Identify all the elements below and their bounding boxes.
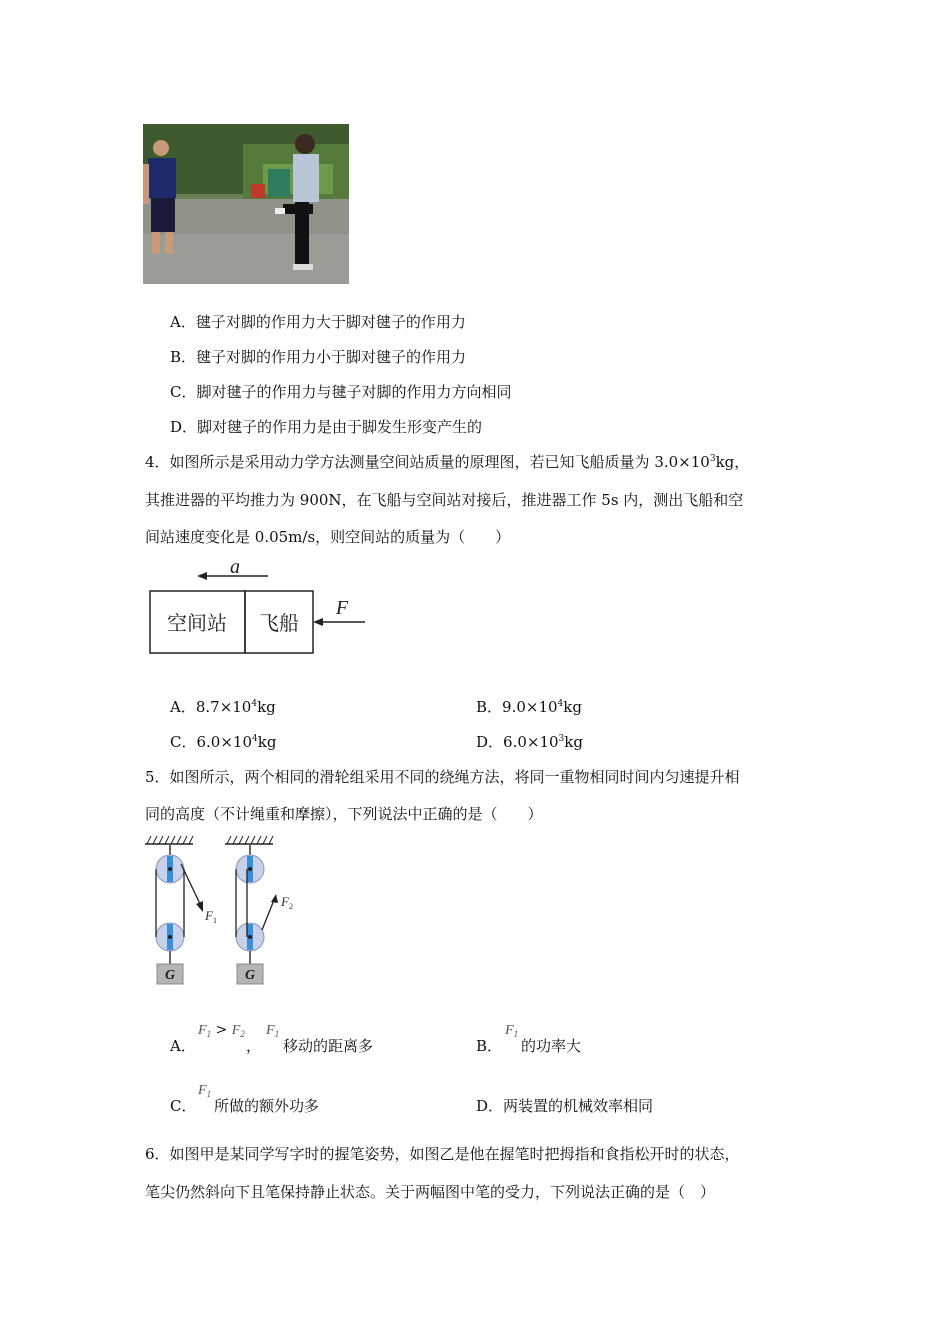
f1-label: $F_1$ xyxy=(205,908,217,925)
q5-option-b: B． xyxy=(476,1037,503,1055)
q5-option-a-formula: $F_1 > F_2$ xyxy=(198,1022,245,1039)
acceleration-label: a xyxy=(230,556,240,578)
force-arrowhead xyxy=(313,618,323,626)
rope-f2 xyxy=(262,900,274,930)
q5-option-a-comma: ， xyxy=(246,1037,262,1055)
q4-stem-line2: 其推进器的平均推力为 900N，在飞船与空间站对接后，推进器工作 5s 内，测出飞船和空 xyxy=(145,491,744,509)
acceleration-arrowhead xyxy=(197,572,207,580)
shuttlecock-photo xyxy=(143,124,349,284)
q4-option-c: C．$6.0\times 10^4kg$ xyxy=(170,733,277,751)
q5-stem-line1: 5．如图所示，两个相同的滑轮组采用不同的绕绳方法，将同一重物相同时间内匀速提升相 xyxy=(145,768,740,786)
q6-stem-line1: 6．如图甲是某同学写字时的握笔姿势，如图乙是他在握笔时把拇指和食指松开时的状态， xyxy=(145,1145,740,1163)
q4-stem-line3: 间站速度变化是 0.05m/s，则空间站的质量为（ ） xyxy=(145,528,511,546)
q5-option-b-f1: $F_1$ xyxy=(505,1023,519,1039)
f1-arrowhead xyxy=(196,901,203,912)
q3-option-d: D．脚对毽子的作用力是由于脚发生形变产生的 xyxy=(170,418,483,436)
q3-option-b: B．毽子对脚的作用力小于脚对毽子的作用力 xyxy=(170,348,467,366)
q3-option-a: A．毽子对脚的作用力大于脚对毽子的作用力 xyxy=(170,313,466,331)
q4-stem-line1: 4．如图所示是采用动力学方法测量空间站质量的原理图，若已知飞船质量为 $3.0\times 10^3kg$， xyxy=(145,453,750,471)
q4-option-b: B．$9.0\times 10^4kg$ xyxy=(476,698,582,716)
f2-arrowhead xyxy=(271,894,278,903)
q4-option-a: A．$8.7\times 10^4kg$ xyxy=(170,698,276,716)
weight-left-label: G xyxy=(164,968,176,983)
q5-option-a-text: 移动的距离多 xyxy=(283,1037,374,1055)
q5-option-c-text: 所做的额外功多 xyxy=(214,1097,320,1115)
space-station-label: 空间站 xyxy=(167,611,227,635)
weight-right-label: G xyxy=(244,968,256,983)
f2-label: $F_2$ xyxy=(281,894,293,911)
ceiling-hatch xyxy=(147,836,273,844)
q5-option-a: A． xyxy=(170,1037,196,1055)
q3-option-c: C．脚对毽子的作用力与毽子对脚的作用力方向相同 xyxy=(170,383,512,401)
q5-option-d: D．两装置的机械效率相同 xyxy=(476,1097,654,1115)
q5-option-c: C． xyxy=(170,1097,197,1115)
force-label: F xyxy=(335,597,349,619)
q5-stem-line2: 同的高度（不计绳重和摩擦），下列说法中正确的是（ ） xyxy=(145,805,543,823)
q5-option-c-f1: $F_1$ xyxy=(198,1083,212,1099)
q5-option-a-f1: $F_1$ xyxy=(266,1023,280,1039)
q5-pulley-diagram xyxy=(143,834,303,989)
spacecraft-label: 飞船 xyxy=(259,611,299,635)
q5-option-b-text: 的功率大 xyxy=(521,1037,582,1055)
q4-option-d: D．$6.0\times 10^3kg$ xyxy=(476,733,583,751)
q4-diagram xyxy=(145,556,375,656)
q6-stem-line2: 笔尖仍然斜向下且笔保持静止状态。关于两幅图中笔的受力，下列说法正确的是（ ） xyxy=(145,1183,716,1201)
